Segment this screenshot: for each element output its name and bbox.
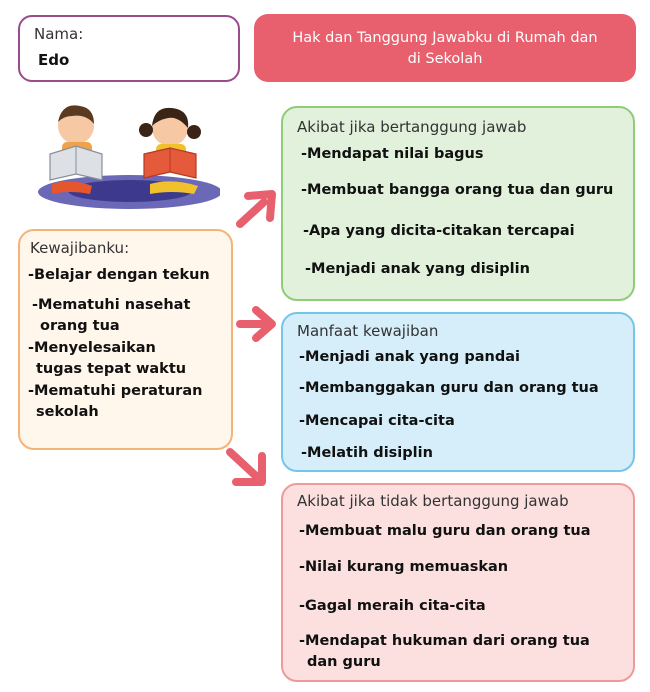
akibat-bertanggung-jawab-item: -Mendapat nilai bagus — [301, 146, 484, 162]
manfaat-kewajiban-item: -Mencapai cita-cita — [299, 413, 455, 429]
page-title-line-2: di Sekolah — [407, 51, 483, 67]
akibat-bertanggung-jawab-item: -Apa yang dicita-citakan tercapai — [303, 223, 575, 239]
akibat-bertanggung-jawab-item: -Membuat bangga orang tua dan guru — [301, 182, 614, 198]
kewajiban-item: tugas tepat waktu — [36, 361, 187, 377]
children-reading-illustration — [22, 98, 220, 210]
manfaat-kewajiban-heading: Manfaat kewajiban — [297, 322, 439, 340]
kewajiban-item: -Menyelesaikan — [28, 340, 156, 356]
name-label: Nama: — [34, 25, 84, 43]
kewajiban-item: -Mematuhi peraturan — [28, 383, 203, 399]
kewajiban-item: -Mematuhi nasehat — [32, 297, 191, 313]
arrow-up-right-icon — [234, 188, 278, 232]
akibat-bertanggung-jawab-heading: Akibat jika bertanggung jawab — [297, 118, 527, 136]
akibat-tidak-bertanggung-jawab-heading: Akibat jika tidak bertanggung jawab — [297, 492, 569, 510]
name-card — [18, 15, 240, 82]
manfaat-kewajiban-item: -Membanggakan guru dan orang tua — [299, 380, 599, 396]
title-banner — [254, 14, 636, 82]
manfaat-kewajiban-item: -Melatih disiplin — [301, 445, 433, 461]
akibat-bertanggung-jawab-panel — [281, 106, 635, 301]
manfaat-kewajiban-item: -Menjadi anak yang pandai — [299, 349, 520, 365]
akibat-tidak-bertanggung-jawab-item: -Membuat malu guru dan orang tua — [299, 523, 591, 539]
kewajiban-item: sekolah — [36, 404, 99, 420]
akibat-tidak-bertanggung-jawab-item: -Gagal meraih cita-cita — [299, 598, 486, 614]
kewajiban-heading: Kewajibanku: — [30, 239, 130, 257]
akibat-tidak-bertanggung-jawab-panel — [281, 483, 635, 682]
page-title — [264, 28, 626, 70]
akibat-tidak-bertanggung-jawab-item: dan guru — [307, 654, 381, 670]
kewajiban-item: orang tua — [40, 318, 120, 334]
akibat-bertanggung-jawab-item: -Menjadi anak yang disiplin — [305, 261, 530, 277]
kewajiban-item: -Belajar dengan tekun — [28, 267, 210, 283]
page-title-line-1: Hak dan Tanggung Jawabku di Rumah dan — [292, 30, 598, 46]
manfaat-kewajiban-panel — [281, 312, 635, 472]
arrow-down-right-icon — [224, 444, 272, 490]
kewajiban-panel — [18, 229, 233, 450]
akibat-tidak-bertanggung-jawab-item: -Mendapat hukuman dari orang tua — [299, 633, 590, 649]
arrow-right-icon — [236, 305, 278, 343]
name-value: Edo — [38, 51, 70, 69]
akibat-tidak-bertanggung-jawab-item: -Nilai kurang memuaskan — [299, 559, 509, 575]
